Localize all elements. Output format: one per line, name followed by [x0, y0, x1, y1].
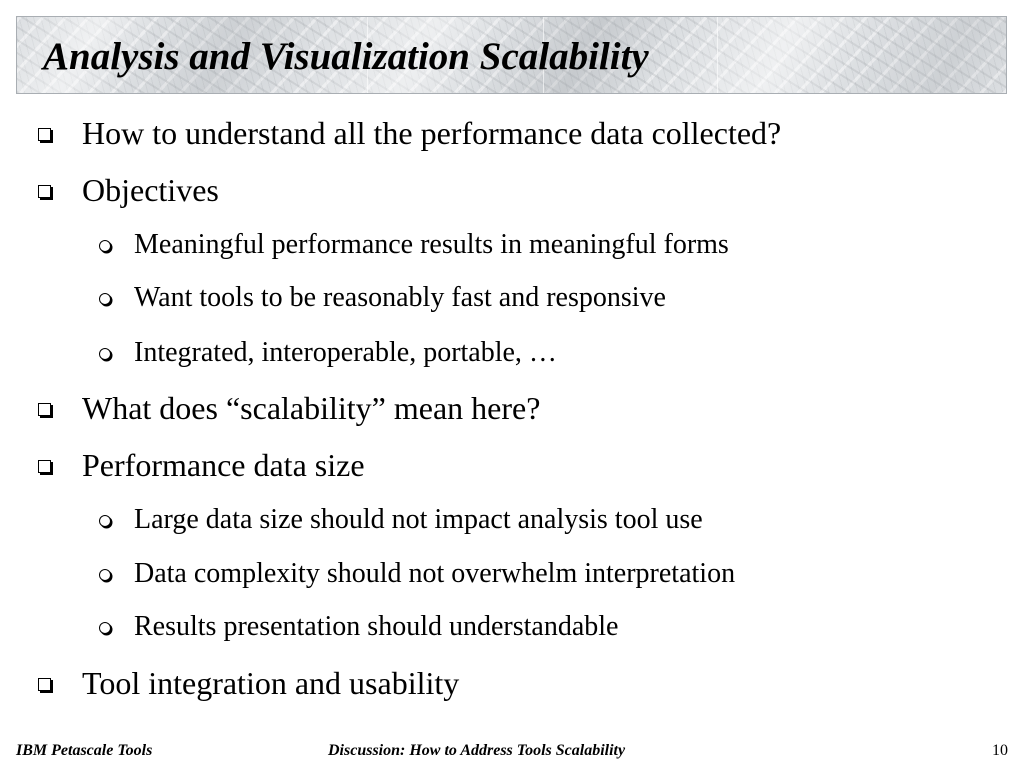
footer-left-text: IBM Petascale Tools — [16, 742, 153, 759]
circle-bullet-icon — [99, 348, 111, 360]
page-number: 10 — [992, 742, 1008, 759]
square-bullet-icon — [38, 185, 51, 198]
circle-bullet-icon — [99, 515, 111, 527]
square-bullet-icon — [38, 460, 51, 473]
bullet-text: What does “scalability” mean here? — [82, 390, 541, 426]
sub-bullet-text: Integrated, interoperable, portable, … — [134, 337, 557, 368]
sub-bullet-text: Want tools to be reasonably fast and responsive — [134, 282, 666, 313]
title-banner — [16, 16, 1007, 94]
bullet-text: Performance data size — [82, 447, 365, 483]
bullet-text: How to understand all the performance data collected? — [82, 115, 782, 151]
bullet-text: Tool integration and usability — [82, 665, 460, 701]
circle-bullet-icon — [99, 293, 111, 305]
sub-bullet-text: Meaningful performance results in meaningful forms — [134, 229, 729, 260]
slide-title: Analysis and Visualization Scalability — [43, 35, 649, 78]
circle-bullet-icon — [99, 240, 111, 252]
square-bullet-icon — [38, 128, 51, 141]
square-bullet-icon — [38, 403, 51, 416]
bullet-text: Objectives — [82, 172, 219, 208]
sub-bullet-text: Results presentation should understandable — [134, 611, 619, 642]
footer-center-text: Discussion: How to Address Tools Scalability — [328, 742, 626, 759]
circle-bullet-icon — [99, 622, 111, 634]
sub-bullet-text: Data complexity should not overwhelm interpretation — [134, 558, 736, 589]
banner-tile-seam — [717, 17, 718, 93]
sub-bullet-text: Large data size should not impact analysis tool use — [134, 504, 703, 535]
circle-bullet-icon — [99, 569, 111, 581]
square-bullet-icon — [38, 678, 51, 691]
